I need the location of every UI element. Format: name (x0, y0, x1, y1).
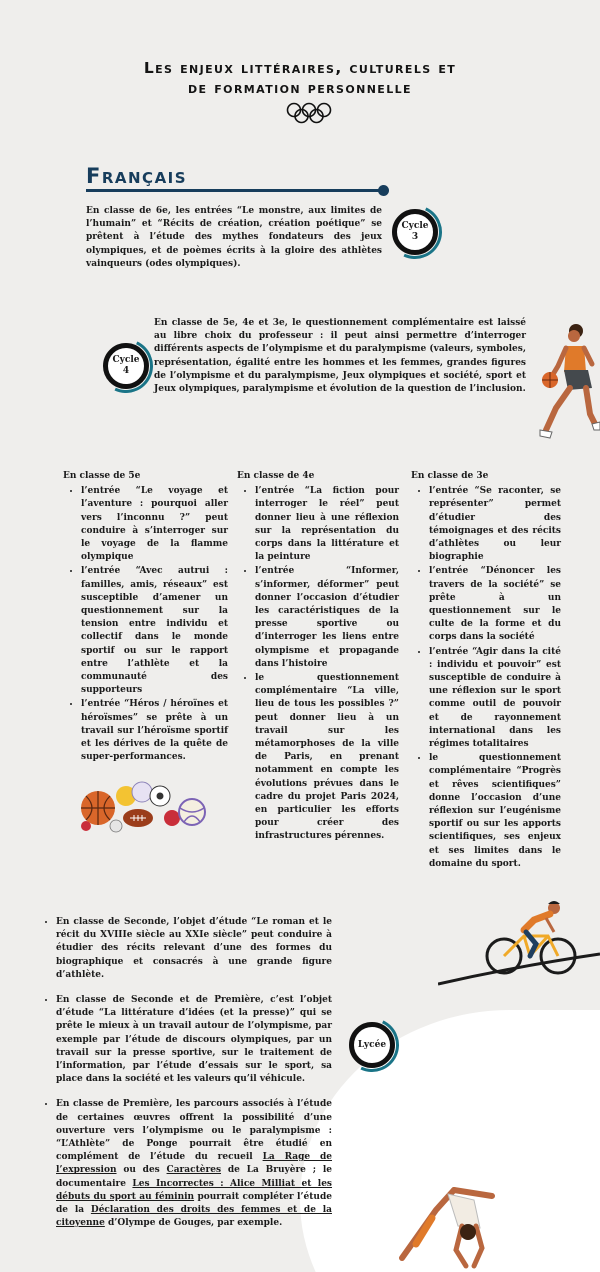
list-item: • le questionnement complémentaire “La ville, lieu de tous les possibles ?” peut donner lieu à un travail sur les métamorphoses de la ville de Paris, en prenant notamment en compte les évolutions prévues dans le cadre du projet Paris 2024, en particulier les efforts pour créer des infrastructures pérennes. (255, 672, 399, 844)
list-item: • l’entrée “La fiction pour interroger le réel” peut donner lieu à une réflexion sur la représentation du corps dans la littérature et la peinture (255, 485, 399, 564)
cycle4-paragraph: En classe de 5e, 4e et 3e, le questionnement complémentaire est laissé au libre choix du professeur : il peut ainsi permettre d’interroger différents aspects de l’olympisme et du paralympisme (valeurs, symboles, représentation, égalité entre les hommes et les femmes, grandes figures de l’olympisme et du paralympisme, Jeux olympiques et société, sport et Jeux olympiques, paralympisme et évolution de la question de l’inclusion. (154, 318, 526, 395)
page-title (0, 58, 600, 98)
basketball-player-icon (536, 318, 600, 446)
section-heading-francais: Français (86, 164, 188, 188)
text-span: pourrait compléter l’étude de la (56, 1191, 332, 1216)
text-span: ou des (116, 1165, 167, 1176)
lycee-badge (349, 1022, 395, 1068)
olympic-rings-icon (286, 102, 332, 124)
title-line-1: Les enjeux littéraires, culturels et (143, 59, 457, 77)
lycee-section (38, 916, 332, 1242)
text-span: d’Olympe de Gouges, par exemple. (104, 1218, 283, 1229)
list-item: • l’entrée “Dénoncer les travers de la société” se prête à un questionnement sur le culte de la forme et du corps dans la société (429, 565, 561, 644)
list-item: • l’entrée “Informer, s’informer, déformer” peut donner l’occasion d’étudier les caractéristiques de la presse sportive ou d’interroger les liens entre olympisme et propagande dans l’histoire (255, 565, 399, 671)
gymnast-icon (396, 1170, 506, 1270)
book-title-rage-expression: La Rage de l’expression (56, 1152, 333, 1176)
cyclist-icon (438, 896, 600, 988)
list-item: • l’entrée “Agir dans la cité : individu et pouvoir” est susceptible de conduire à une réflexion sur le sport comme outil de pouvoir et de rayonnement international dans les régimes totalitaires (429, 646, 561, 752)
badge-label: Cycle (401, 221, 429, 231)
list-item: • l’entrée “Le voyage et l’aventure : pourquoi aller vers l’inconnu ?” peut conduire à s’interroger sur le voyage de la flamme olympique (81, 485, 228, 564)
badge-number: 4 (122, 366, 130, 376)
sports-balls-icon (76, 780, 210, 838)
documentary-title-incorrectes: Les Incorrectes : Alice Milliat et les débuts du sport au féminin (56, 1178, 333, 1202)
cycle4-badge (103, 343, 149, 389)
text-span: de La Bruyère ; le documentaire (56, 1165, 332, 1189)
title-line-2: de formation personnelle (188, 79, 412, 97)
heading-underline-dot (378, 185, 389, 196)
heading-underline (86, 189, 382, 192)
list-item: • l’entrée “Héros / héroïnes et héroïsmes” se prête à un travail sur l’héroïsme sportif et les dérives de la quête de super-performances. (81, 698, 228, 764)
list-item: • En classe de Seconde, l’objet d’étude “Le roman et le récit du XVIIIe siècle au XXIe siècle” peut conduire à étudier des récits relevant d’une des formes du biographique et consacrés à une grande figure d’athlète. (56, 916, 332, 982)
cycle3-badge (392, 209, 438, 255)
badge-label: Lycée (357, 1039, 387, 1050)
column-5e (63, 470, 228, 765)
column-4e (237, 470, 399, 845)
column-heading: En classe de 3e (411, 471, 489, 481)
column-3e (411, 470, 561, 872)
badge-number: 3 (411, 232, 419, 242)
list-item: • l’entrée “Se raconter, se représenter” permet d’étudier des témoignages et des récits d’athlètes ou leur biographie (429, 485, 561, 564)
declaration-title: Déclaration des droits des femmes et de la citoyenne (56, 1205, 332, 1229)
column-heading: En classe de 5e (63, 471, 141, 481)
column-heading: En classe de 4e (237, 471, 315, 481)
text-span: En classe de Première, les parcours associés à l’étude de certaines œuvres offrent la possibilité d’une ouverture vers l’olympisme ou le paralympisme : “L’Athlète” de Ponge pourrait être étudié en complément de l’étude du recueil (56, 1099, 332, 1163)
book-title-caracteres: Caractères (166, 1165, 222, 1176)
list-item (56, 1098, 332, 1230)
badge-label: Cycle (112, 355, 140, 365)
list-item: • l’entrée “Avec autrui : familles, amis, réseaux” est susceptible d’amener un questionnement sur la tension entre individu et collectif dans le monde sportif ou sur le rapport entre l’athlète et la communauté des supporteurs (81, 565, 228, 697)
list-item: • le questionnement complémentaire “Progrès et rêves scientifiques” donne l’occasion d’une réflexion sur l’eugénisme sportif ou sur les apports scientifiques, ses enjeux et ses limites dans le domaine du sport. (429, 752, 561, 871)
list-item: • En classe de Seconde et de Première, c’est l’objet d’étude “La littérature d’idées (et la presse)” qui se prête le mieux à un travail autour de l’olympisme, par exemple par l’étude de discours olympiques, par un travail sur la presse sportive, sur le traitement de l’information, par l’étude d’essais sur le sport, sa place dans la société et les valeurs qu’il véhicule. (56, 994, 332, 1086)
cycle3-paragraph: En classe de 6e, les entrées “Le monstre, aux limites de l’humain” et “Récits de création, création poétique” se prêtent à l’étude des mythes fondateurs des jeux olympiques, et de poèmes écrits à la gloire des athlètes vainqueurs (odes olympiques). (86, 206, 382, 269)
